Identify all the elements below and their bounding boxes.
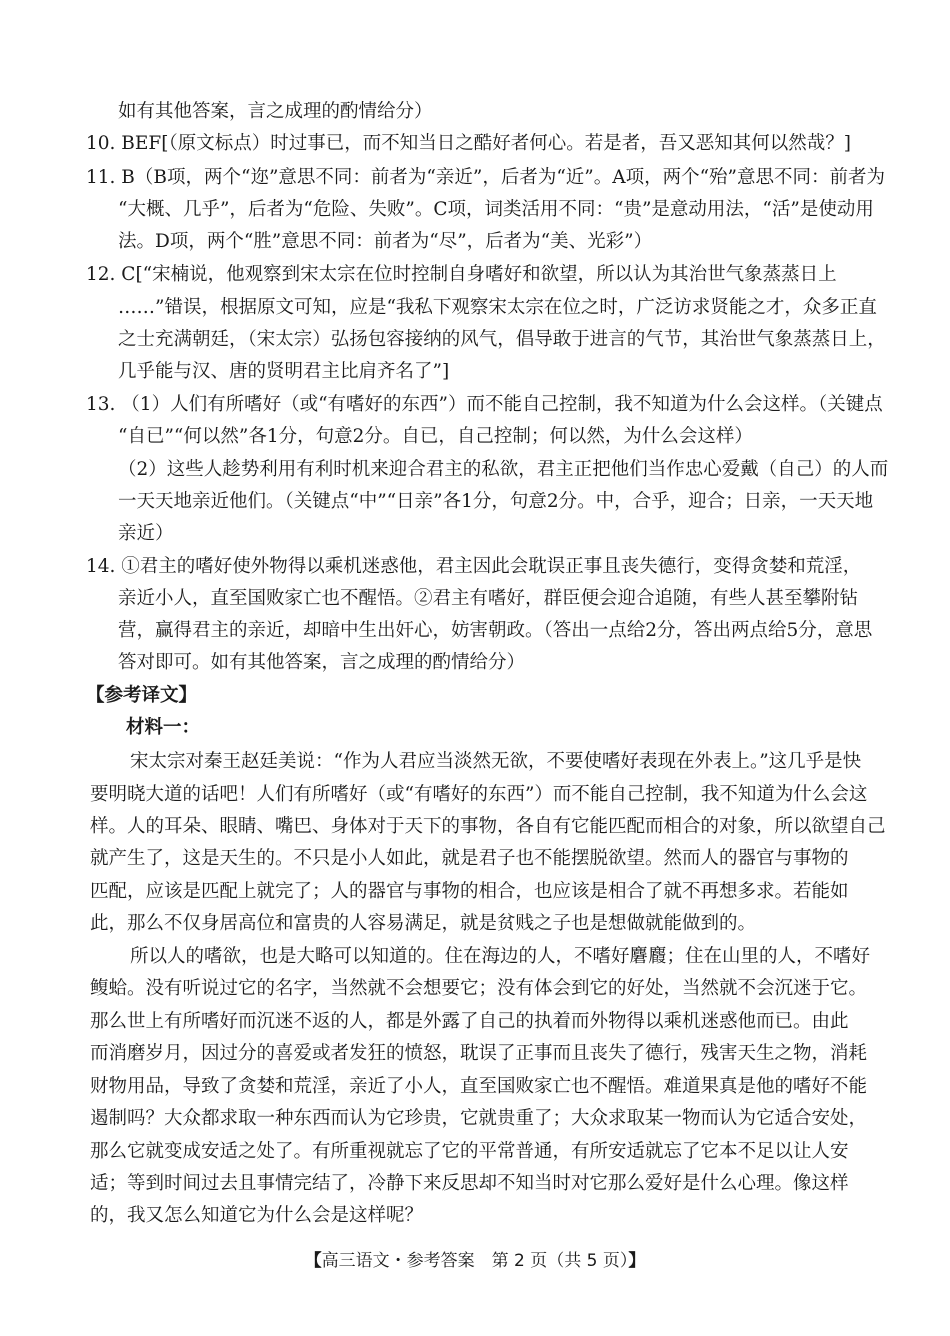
translation-line bbox=[0, 843, 950, 875]
translation-line bbox=[0, 973, 950, 1005]
translation-line bbox=[0, 1136, 950, 1168]
translation-text: 适；等到时间过去且事情完结了，冷静下来反思却不知当时对它那么爱好是什么心理。像这样 bbox=[90, 1173, 849, 1194]
translation-text: 那么世上有所嗜好而沉迷不返的人，都是外露了自己的执着而外物得以乘机迷惑他而已。由此 bbox=[90, 1011, 849, 1032]
footer-bracket-left: 【 bbox=[304, 1251, 322, 1271]
answer-q14-line bbox=[0, 647, 950, 679]
answer-q13-line bbox=[0, 454, 950, 486]
answer-text: 如有其他答案，言之成理的酌情给分） bbox=[118, 101, 433, 122]
footer-bracket-right: 】 bbox=[628, 1251, 646, 1271]
footer-text: 高三语文・参考答案 第 2 页（共 5 页） bbox=[321, 1251, 629, 1271]
translation-line bbox=[0, 746, 950, 778]
translation-line bbox=[0, 1006, 950, 1038]
answer-text: 之士充满朝廷，（宋太宗）弘扬包容接纳的风气，倡导敢于进言的气节，其治世气象蒸蒸日上， bbox=[118, 329, 886, 350]
answer-text: （2）这些人趁势利用有利时机来迎合君主的私欲，君主正把他们当作忠心爱戴（自己）的人而 bbox=[118, 459, 889, 480]
translation-line bbox=[0, 1200, 950, 1232]
answer-q11-line bbox=[0, 194, 950, 226]
answer-text: 12. C[“宋楠说，他观察到宋太宗在位时控制自身嗜好和欲望，所以认为其治世气象蒸蒸日上 bbox=[86, 264, 837, 285]
answer-q14-line bbox=[0, 583, 950, 615]
answer-text: “自已”“何以然”各1分，句意2分。自已，自己控制；何以然，为什么会这样） bbox=[118, 426, 753, 447]
translation-text: 财物用品，导致了贪婪和荒淫，亲近了小人，直至国败家亡也不醒悟。难道果真是他的嗜好不能 bbox=[90, 1076, 868, 1097]
translation-text: 而消磨岁月，因过分的喜爱或者发狂的愤怒，耽误了正事而且丧失了德行，残害天生之物，消耗 bbox=[90, 1043, 868, 1064]
translation-text: 匹配，应该是匹配上就完了；人的器官与事物的相合，也应该是相合了就不再想多求。若能如 bbox=[90, 881, 849, 902]
answer-q13-line bbox=[0, 518, 950, 550]
translation-text: 样。人的耳朵、眼睛、嘴巴、身体对于天下的事物，各自有它能匹配而相合的对象，所以欲望自己 bbox=[90, 816, 886, 837]
answer-q11-line bbox=[0, 226, 950, 258]
translation-text: 遏制吗？大众都求取一种东西而认为它珍贵，它就贵重了；大众求取某一物而认为它适合安处， bbox=[90, 1108, 868, 1129]
translation-text: 所以人的嗜欲，也是大略可以知道的。住在海边的人，不嗜好麏麚；住在山里的人，不嗜好 bbox=[130, 946, 871, 967]
material-subheading bbox=[0, 712, 950, 744]
translation-text: 的，我又怎么知道它为什么会是这样呢？ bbox=[90, 1205, 424, 1226]
translation-line bbox=[0, 908, 950, 940]
answer-q14-line bbox=[0, 551, 950, 583]
answer-q11-line bbox=[0, 162, 950, 194]
answer-text: “大概、几乎”，后者为“危险、失败”。C项，词类活用不同：“贵”是意动用法，“活”是使动用 bbox=[118, 199, 874, 220]
answer-text: 答对即可。如有其他答案，言之成理的酌情给分） bbox=[118, 652, 526, 673]
answer-q13-line bbox=[0, 389, 950, 421]
translation-line bbox=[0, 779, 950, 811]
answer-text: 亲近小人，直至国败家亡也不醒悟。②君主有嗜好，群臣便会迎合追随，有些人甚至攀附钻 bbox=[118, 588, 859, 609]
answer-q13-line bbox=[0, 486, 950, 518]
answer-q12-line bbox=[0, 356, 950, 388]
answer-text: 13. （1）人们有所嗜好（或“有嗜好的东西”）而不能自己控制，我不知道为什么会这样。（关键点 bbox=[86, 394, 883, 415]
answer-line bbox=[0, 96, 950, 128]
answer-text: 营，赢得君主的亲近，却暗中生出奸心，妨害朝政。（答出一点给2分，答出两点给5分，意思 bbox=[118, 620, 873, 641]
answer-text: 几乎能与汉、唐的贤明君主比肩齐名了”] bbox=[118, 361, 450, 382]
page-footer bbox=[0, 1249, 950, 1273]
subheading-text: 材料一： bbox=[126, 717, 201, 738]
translation-line bbox=[0, 1103, 950, 1135]
section-heading bbox=[0, 680, 950, 712]
answer-q12-line bbox=[0, 259, 950, 291]
translation-text: 宋太宗对秦王赵廷美说：“作为人君应当淡然无欲，不要使嗜好表现在外表上。”这几乎是快 bbox=[130, 751, 862, 772]
answer-q10 bbox=[0, 128, 950, 160]
translation-text: 鳆蛤。没有听说过它的名字，当然就不会想要它；没有体会到它的好处，当然就不会沉迷于它。 bbox=[90, 978, 868, 999]
answer-q13-line bbox=[0, 421, 950, 453]
answer-text: ……”错误，根据原文可知，应是“我私下观察宋太宗在位之时，广泛访求贤能之才，众多正直 bbox=[118, 297, 877, 318]
answer-text: 11. B（B项，两个“迩”意思不同：前者为“亲近”，后者为“近”。A项，两个“殆”意思不同：前者为 bbox=[86, 167, 886, 188]
translation-line bbox=[0, 1071, 950, 1103]
heading-text: 【参考译文】 bbox=[86, 685, 198, 706]
translation-line bbox=[0, 941, 950, 973]
translation-line bbox=[0, 811, 950, 843]
answer-text: 14. ①君主的嗜好使外物得以乘机迷惑他，君主因此会耽误正事且丧失德行，变得贪婪和荒淫， bbox=[86, 556, 862, 577]
answer-text: 法。D项，两个“胜”意思不同：前者为“尽”，后者为“美、光彩”） bbox=[118, 231, 653, 252]
answer-text: 10. BEF[（原文标点）时过事已，而不知当日之酷好者何心。若是者，吾又恶知其何以然哉？] bbox=[86, 133, 851, 154]
answer-q12-line bbox=[0, 292, 950, 324]
translation-text: 此，那么不仅身居高位和富贵的人容易满足，就是贫贱之子也是想做就能做到的。 bbox=[90, 913, 757, 934]
answer-q12-line bbox=[0, 324, 950, 356]
translation-line bbox=[0, 1038, 950, 1070]
translation-text: 那么它就变成安适之处了。有所重视就忘了它的平常普通，有所安适就忘了它本不足以让人安 bbox=[90, 1141, 849, 1162]
translation-line bbox=[0, 1168, 950, 1200]
translation-text: 要明晓大道的话吧！人们有所嗜好（或“有嗜好的东西”）而不能自己控制，我不知道为什么会这 bbox=[90, 784, 868, 805]
translation-text: 就产生了，这是天生的。不只是小人如此，就是君子也不能摆脱欲望。然而人的器官与事物的 bbox=[90, 848, 849, 869]
answer-text: 亲近） bbox=[118, 523, 174, 544]
translation-line bbox=[0, 876, 950, 908]
answer-q14-line bbox=[0, 615, 950, 647]
answer-text: 一天天地亲近他们。（关键点“中”“日亲”各1分，句意2分。中，合乎，迎合；日亲，一天天地 bbox=[118, 491, 874, 512]
